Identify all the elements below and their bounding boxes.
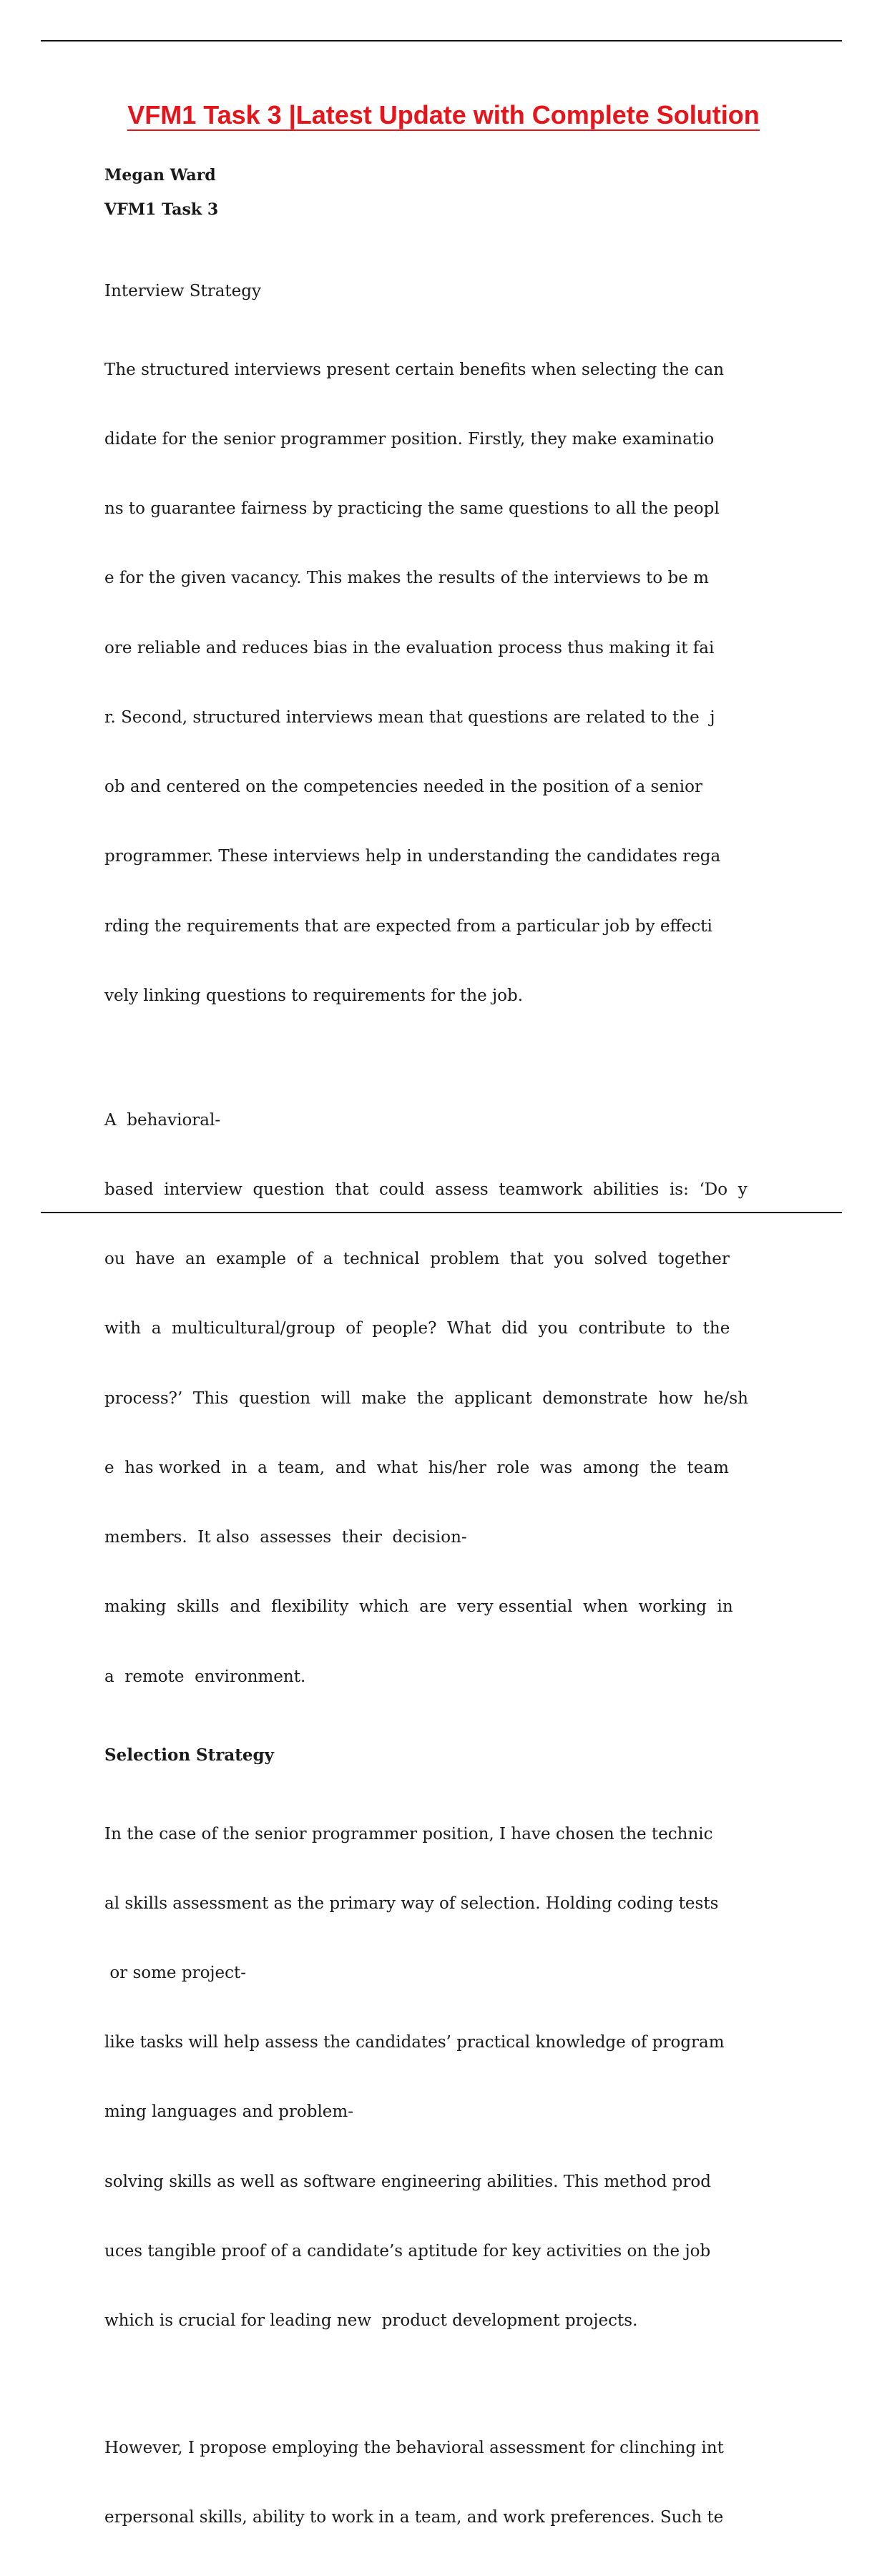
- paragraph-line: ming languages and problem-: [104, 2102, 353, 2122]
- paragraph-line: al skills assessment as the primary way of selection. Holding coding tests: [104, 1894, 719, 1913]
- document-title: [0, 100, 887, 131]
- paragraph-line: vely linking questions to requirements for the job.: [104, 986, 524, 1005]
- paragraph-line: rding the requirements that are expected from a particular job by effecti: [104, 916, 712, 936]
- paragraph-line: In the case of the senior programmer position, I have chosen the technic: [104, 1824, 713, 1843]
- paragraph-line: r. Second, structured interviews mean that questions are related to the j: [104, 707, 715, 727]
- paragraph-line: ns to guarantee fairness by practicing the same questions to all the peopl: [104, 499, 720, 519]
- paragraph-line: programmer. These interviews help in understanding the candidates rega: [104, 847, 721, 866]
- document-body: [104, 166, 773, 2576]
- paragraph-line: A behavioral-: [104, 1110, 221, 1130]
- paragraph-line: ob and centered on the competencies needed in the position of a senior: [104, 778, 702, 797]
- paragraph-line: ou have an example of a technical problem that you solved together: [104, 1250, 730, 1269]
- paragraph-line: members. It also assesses their decision-: [104, 1528, 467, 1547]
- paragraph-line: e has worked in a team, and what his/her role was among the team: [104, 1458, 729, 1477]
- top-rule: [41, 40, 842, 41]
- paragraph-line: erpersonal skills, ability to work in a team, and work preferences. Such te: [104, 2508, 724, 2527]
- paragraph-line: or some project-: [104, 1964, 247, 1983]
- paragraph-line: However, I propose employing the behavioral assessment for clinching int: [104, 2439, 724, 2458]
- paragraph-line: like tasks will help assess the candidates’ practical knowledge of program: [104, 2033, 725, 2052]
- selection-paragraph-1: [104, 1776, 773, 2379]
- paragraph-line: The structured interviews present certain benefits when selecting the can: [104, 360, 725, 379]
- paragraph-line: a remote environment.: [104, 1667, 306, 1686]
- document-title-text: VFM1 Task 3 |Latest Update with Complete Solution: [127, 100, 760, 129]
- selection-strategy-heading: Selection Strategy: [104, 1745, 275, 1765]
- paragraph-line: ore reliable and reduces bias in the evaluation process thus making it fai: [104, 638, 715, 657]
- paragraph-line: uces tangible proof of a candidate’s aptitude for key activities on the job: [104, 2241, 711, 2261]
- paragraph-line: didate for the senior programmer position. Firstly, they make examinatio: [104, 430, 715, 449]
- interview-paragraph-2: [104, 1062, 773, 1735]
- paragraph-line: based interview question that could assess teamwork abilities is: ‘Do y: [104, 1180, 748, 1200]
- bottom-rule: [41, 1212, 842, 1213]
- document-subtitle: VFM1 Task 3: [104, 200, 219, 219]
- selection-paragraph-2: [104, 2390, 773, 2575]
- paragraph-line: solving skills as well as software engineering abilities. This method prod: [104, 2172, 711, 2191]
- paragraph-line: process?’ This question will make the applicant demonstrate how he/sh: [104, 1389, 748, 1408]
- paragraph-line: e for the given vacancy. This makes the results of the interviews to be m: [104, 569, 709, 588]
- author-name: Megan Ward: [104, 166, 216, 185]
- interview-paragraph-1: [104, 312, 773, 1054]
- interview-strategy-heading: Interview Strategy: [104, 282, 261, 300]
- paragraph-line: with a multicultural/group of people? What did you contribute to the: [104, 1319, 730, 1338]
- paragraph-line: making skills and flexibility which are very essential when working in: [104, 1597, 733, 1617]
- paragraph-line: which is crucial for leading new product development projects.: [104, 2311, 638, 2331]
